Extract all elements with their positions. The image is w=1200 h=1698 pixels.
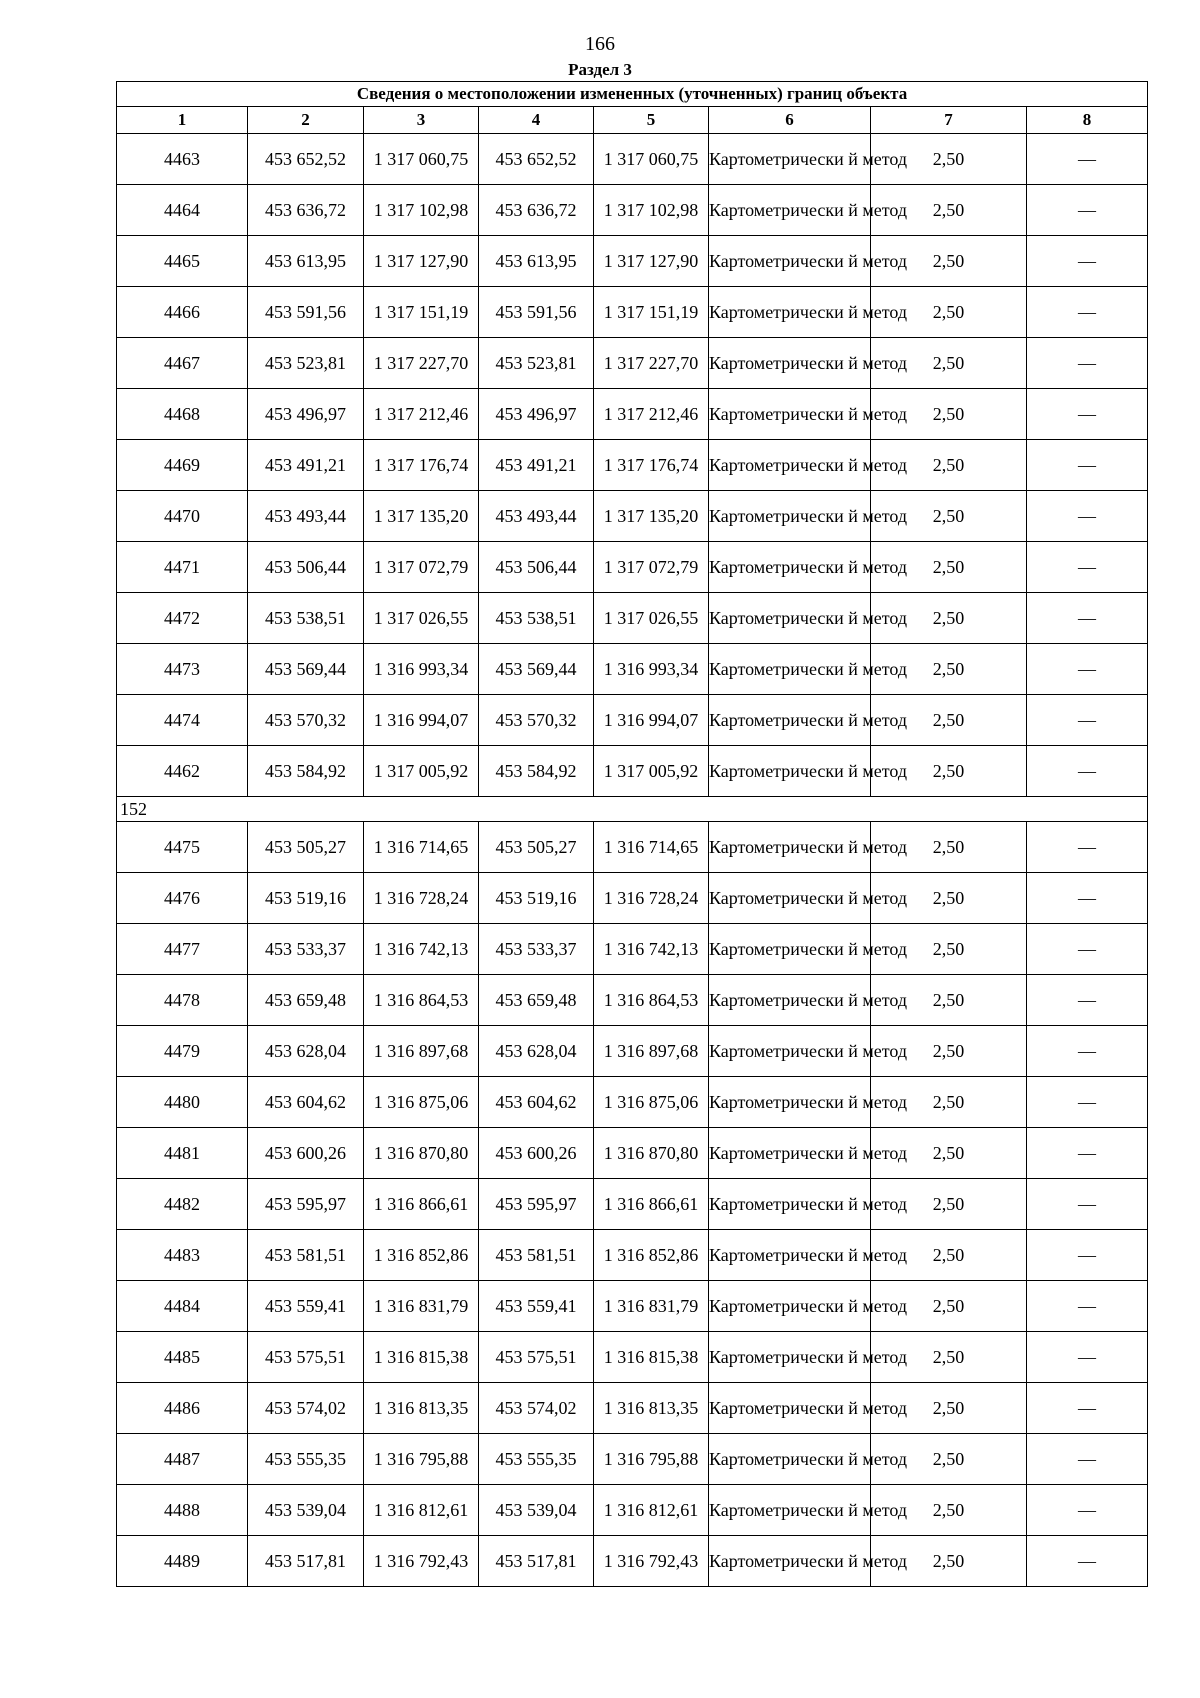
description-cell: — xyxy=(1027,1230,1148,1281)
accuracy-cell: 2,50 xyxy=(871,695,1027,746)
table-row xyxy=(117,542,1148,593)
table-row xyxy=(117,185,1148,236)
y-coord-cell: 1 316 852,86 xyxy=(364,1230,479,1281)
y-coord-cell: 1 317 135,20 xyxy=(364,491,479,542)
table-row xyxy=(117,644,1148,695)
y-coord-cell: 1 316 993,34 xyxy=(364,644,479,695)
y-coord-cell: 1 316 870,80 xyxy=(364,1128,479,1179)
x-coord-new-cell: 453 519,16 xyxy=(479,873,594,924)
y-coord-new-cell: 1 316 728,24 xyxy=(594,873,709,924)
table-row xyxy=(117,440,1148,491)
section-title: Раздел 3 xyxy=(568,60,632,79)
description-cell: — xyxy=(1027,1383,1148,1434)
x-coord-new-cell: 453 604,62 xyxy=(479,1077,594,1128)
description-cell: — xyxy=(1027,542,1148,593)
y-coord-cell: 1 317 151,19 xyxy=(364,287,479,338)
y-coord-new-cell: 1 316 852,86 xyxy=(594,1230,709,1281)
x-coord-new-cell: 453 555,35 xyxy=(479,1434,594,1485)
table-row xyxy=(117,822,1148,873)
accuracy-cell: 2,50 xyxy=(871,236,1027,287)
page-number: 166 xyxy=(585,33,615,55)
method-cell: Картометрически й метод xyxy=(709,440,871,491)
point-number-cell: 4472 xyxy=(117,593,248,644)
y-coord-new-cell: 1 316 812,61 xyxy=(594,1485,709,1536)
point-number-cell: 4467 xyxy=(117,338,248,389)
group-label: 152 xyxy=(117,797,1148,822)
table-row xyxy=(117,134,1148,185)
x-coord-new-cell: 453 539,04 xyxy=(479,1485,594,1536)
description-cell: — xyxy=(1027,185,1148,236)
description-cell: — xyxy=(1027,1077,1148,1128)
x-coord-new-cell: 453 570,32 xyxy=(479,695,594,746)
x-coord-new-cell: 453 595,97 xyxy=(479,1179,594,1230)
table-row xyxy=(117,1485,1148,1536)
accuracy-cell: 2,50 xyxy=(871,1536,1027,1587)
point-number-cell: 4475 xyxy=(117,822,248,873)
y-coord-new-cell: 1 317 151,19 xyxy=(594,287,709,338)
table-row xyxy=(117,1434,1148,1485)
x-coord-new-cell: 453 569,44 xyxy=(479,644,594,695)
x-coord-cell: 453 574,02 xyxy=(248,1383,364,1434)
column-number: 4 xyxy=(479,107,594,134)
x-coord-cell: 453 604,62 xyxy=(248,1077,364,1128)
x-coord-cell: 453 636,72 xyxy=(248,185,364,236)
y-coord-cell: 1 317 227,70 xyxy=(364,338,479,389)
description-cell: — xyxy=(1027,134,1148,185)
method-cell: Картометрически й метод xyxy=(709,1281,871,1332)
method-cell: Картометрически й метод xyxy=(709,975,871,1026)
y-coord-new-cell: 1 317 212,46 xyxy=(594,389,709,440)
table-row xyxy=(117,338,1148,389)
x-coord-new-cell: 453 559,41 xyxy=(479,1281,594,1332)
x-coord-new-cell: 453 628,04 xyxy=(479,1026,594,1077)
table-row xyxy=(117,593,1148,644)
method-cell: Картометрически й метод xyxy=(709,1434,871,1485)
y-coord-new-cell: 1 316 866,61 xyxy=(594,1179,709,1230)
accuracy-cell: 2,50 xyxy=(871,746,1027,797)
table-row xyxy=(117,236,1148,287)
x-coord-cell: 453 613,95 xyxy=(248,236,364,287)
column-number: 8 xyxy=(1027,107,1148,134)
y-coord-new-cell: 1 316 870,80 xyxy=(594,1128,709,1179)
y-coord-cell: 1 316 815,38 xyxy=(364,1332,479,1383)
y-coord-cell: 1 317 026,55 xyxy=(364,593,479,644)
x-coord-cell: 453 591,56 xyxy=(248,287,364,338)
y-coord-new-cell: 1 316 795,88 xyxy=(594,1434,709,1485)
y-coord-cell: 1 317 102,98 xyxy=(364,185,479,236)
y-coord-new-cell: 1 316 831,79 xyxy=(594,1281,709,1332)
description-cell: — xyxy=(1027,1485,1148,1536)
y-coord-new-cell: 1 316 897,68 xyxy=(594,1026,709,1077)
table-row xyxy=(117,1179,1148,1230)
x-coord-new-cell: 453 613,95 xyxy=(479,236,594,287)
x-coord-new-cell: 453 496,97 xyxy=(479,389,594,440)
point-number-cell: 4469 xyxy=(117,440,248,491)
x-coord-new-cell: 453 600,26 xyxy=(479,1128,594,1179)
y-coord-cell: 1 317 060,75 xyxy=(364,134,479,185)
x-coord-cell: 453 491,21 xyxy=(248,440,364,491)
y-coord-new-cell: 1 317 227,70 xyxy=(594,338,709,389)
y-coord-new-cell: 1 317 005,92 xyxy=(594,746,709,797)
point-number-cell: 4482 xyxy=(117,1179,248,1230)
point-number-cell: 4489 xyxy=(117,1536,248,1587)
method-cell: Картометрически й метод xyxy=(709,746,871,797)
method-cell: Картометрически й метод xyxy=(709,1179,871,1230)
x-coord-cell: 453 559,41 xyxy=(248,1281,364,1332)
x-coord-cell: 453 600,26 xyxy=(248,1128,364,1179)
x-coord-new-cell: 453 538,51 xyxy=(479,593,594,644)
table-row xyxy=(117,746,1148,797)
point-number-cell: 4476 xyxy=(117,873,248,924)
method-cell: Картометрически й метод xyxy=(709,1026,871,1077)
y-coord-cell: 1 316 831,79 xyxy=(364,1281,479,1332)
point-number-cell: 4474 xyxy=(117,695,248,746)
description-cell: — xyxy=(1027,1536,1148,1587)
y-coord-cell: 1 317 127,90 xyxy=(364,236,479,287)
x-coord-cell: 453 584,92 xyxy=(248,746,364,797)
accuracy-cell: 2,50 xyxy=(871,1485,1027,1536)
y-coord-new-cell: 1 316 815,38 xyxy=(594,1332,709,1383)
y-coord-new-cell: 1 316 994,07 xyxy=(594,695,709,746)
point-number-cell: 4484 xyxy=(117,1281,248,1332)
accuracy-cell: 2,50 xyxy=(871,1281,1027,1332)
description-cell: — xyxy=(1027,389,1148,440)
point-number-cell: 4485 xyxy=(117,1332,248,1383)
method-cell: Картометрически й метод xyxy=(709,338,871,389)
method-cell: Картометрически й метод xyxy=(709,134,871,185)
table-caption: Сведения о местоположении измененных (уточненных) границ объекта xyxy=(117,82,1148,107)
y-coord-cell: 1 317 176,74 xyxy=(364,440,479,491)
y-coord-cell: 1 316 742,13 xyxy=(364,924,479,975)
y-coord-new-cell: 1 317 102,98 xyxy=(594,185,709,236)
x-coord-cell: 453 659,48 xyxy=(248,975,364,1026)
accuracy-cell: 2,50 xyxy=(871,134,1027,185)
accuracy-cell: 2,50 xyxy=(871,644,1027,695)
x-coord-new-cell: 453 581,51 xyxy=(479,1230,594,1281)
description-cell: — xyxy=(1027,1026,1148,1077)
x-coord-cell: 453 595,97 xyxy=(248,1179,364,1230)
table-row xyxy=(117,1383,1148,1434)
y-coord-cell: 1 316 792,43 xyxy=(364,1536,479,1587)
x-coord-new-cell: 453 574,02 xyxy=(479,1383,594,1434)
description-cell: — xyxy=(1027,338,1148,389)
point-number-cell: 4480 xyxy=(117,1077,248,1128)
group-label-row xyxy=(117,797,1148,822)
table-row xyxy=(117,1536,1148,1587)
table-row xyxy=(117,924,1148,975)
description-cell: — xyxy=(1027,873,1148,924)
method-cell: Картометрически й метод xyxy=(709,1230,871,1281)
method-cell: Картометрически й метод xyxy=(709,1383,871,1434)
column-number: 1 xyxy=(117,107,248,134)
description-cell: — xyxy=(1027,440,1148,491)
description-cell: — xyxy=(1027,593,1148,644)
point-number-cell: 4488 xyxy=(117,1485,248,1536)
accuracy-cell: 2,50 xyxy=(871,1332,1027,1383)
x-coord-cell: 453 493,44 xyxy=(248,491,364,542)
description-cell: — xyxy=(1027,644,1148,695)
point-number-cell: 4487 xyxy=(117,1434,248,1485)
accuracy-cell: 2,50 xyxy=(871,1026,1027,1077)
x-coord-cell: 453 506,44 xyxy=(248,542,364,593)
y-coord-new-cell: 1 317 060,75 xyxy=(594,134,709,185)
method-cell: Картометрически й метод xyxy=(709,695,871,746)
x-coord-cell: 453 517,81 xyxy=(248,1536,364,1587)
description-cell: — xyxy=(1027,287,1148,338)
x-coord-new-cell: 453 493,44 xyxy=(479,491,594,542)
x-coord-new-cell: 453 659,48 xyxy=(479,975,594,1026)
x-coord-cell: 453 523,81 xyxy=(248,338,364,389)
point-number-cell: 4483 xyxy=(117,1230,248,1281)
table-row xyxy=(117,1128,1148,1179)
table-row xyxy=(117,1332,1148,1383)
y-coord-cell: 1 316 866,61 xyxy=(364,1179,479,1230)
table-row xyxy=(117,975,1148,1026)
table-row xyxy=(117,873,1148,924)
y-coord-new-cell: 1 316 875,06 xyxy=(594,1077,709,1128)
accuracy-cell: 2,50 xyxy=(871,822,1027,873)
method-cell: Картометрически й метод xyxy=(709,1332,871,1383)
x-coord-cell: 453 581,51 xyxy=(248,1230,364,1281)
x-coord-new-cell: 453 636,72 xyxy=(479,185,594,236)
column-number: 7 xyxy=(871,107,1027,134)
x-coord-new-cell: 453 584,92 xyxy=(479,746,594,797)
y-coord-cell: 1 316 994,07 xyxy=(364,695,479,746)
method-cell: Картометрически й метод xyxy=(709,491,871,542)
accuracy-cell: 2,50 xyxy=(871,1434,1027,1485)
description-cell: — xyxy=(1027,822,1148,873)
description-cell: — xyxy=(1027,1434,1148,1485)
y-coord-new-cell: 1 317 127,90 xyxy=(594,236,709,287)
accuracy-cell: 2,50 xyxy=(871,873,1027,924)
description-cell: — xyxy=(1027,1332,1148,1383)
accuracy-cell: 2,50 xyxy=(871,287,1027,338)
description-cell: — xyxy=(1027,975,1148,1026)
y-coord-new-cell: 1 316 993,34 xyxy=(594,644,709,695)
column-number-row xyxy=(117,107,1148,134)
y-coord-new-cell: 1 317 026,55 xyxy=(594,593,709,644)
column-number: 3 xyxy=(364,107,479,134)
method-cell: Картометрически й метод xyxy=(709,1536,871,1587)
y-coord-cell: 1 316 864,53 xyxy=(364,975,479,1026)
point-number-cell: 4465 xyxy=(117,236,248,287)
point-number-cell: 4466 xyxy=(117,287,248,338)
description-cell: — xyxy=(1027,1179,1148,1230)
table-row xyxy=(117,695,1148,746)
y-coord-cell: 1 317 005,92 xyxy=(364,746,479,797)
x-coord-new-cell: 453 591,56 xyxy=(479,287,594,338)
accuracy-cell: 2,50 xyxy=(871,542,1027,593)
accuracy-cell: 2,50 xyxy=(871,1179,1027,1230)
method-cell: Картометрически й метод xyxy=(709,1128,871,1179)
y-coord-new-cell: 1 316 864,53 xyxy=(594,975,709,1026)
y-coord-cell: 1 316 875,06 xyxy=(364,1077,479,1128)
method-cell: Картометрически й метод xyxy=(709,287,871,338)
point-number-cell: 4479 xyxy=(117,1026,248,1077)
point-number-cell: 4462 xyxy=(117,746,248,797)
method-cell: Картометрически й метод xyxy=(709,236,871,287)
y-coord-cell: 1 316 813,35 xyxy=(364,1383,479,1434)
method-cell: Картометрически й метод xyxy=(709,644,871,695)
point-number-cell: 4470 xyxy=(117,491,248,542)
y-coord-new-cell: 1 317 135,20 xyxy=(594,491,709,542)
accuracy-cell: 2,50 xyxy=(871,491,1027,542)
point-number-cell: 4481 xyxy=(117,1128,248,1179)
method-cell: Картометрически й метод xyxy=(709,389,871,440)
x-coord-cell: 453 505,27 xyxy=(248,822,364,873)
table-row xyxy=(117,1230,1148,1281)
accuracy-cell: 2,50 xyxy=(871,1383,1027,1434)
table-row xyxy=(117,389,1148,440)
y-coord-new-cell: 1 316 714,65 xyxy=(594,822,709,873)
x-coord-cell: 453 555,35 xyxy=(248,1434,364,1485)
x-coord-cell: 453 538,51 xyxy=(248,593,364,644)
method-cell: Картометрически й метод xyxy=(709,185,871,236)
accuracy-cell: 2,50 xyxy=(871,1077,1027,1128)
accuracy-cell: 2,50 xyxy=(871,975,1027,1026)
method-cell: Картометрически й метод xyxy=(709,593,871,644)
point-number-cell: 4463 xyxy=(117,134,248,185)
boundary-table xyxy=(116,81,1148,1587)
description-cell: — xyxy=(1027,746,1148,797)
x-coord-new-cell: 453 491,21 xyxy=(479,440,594,491)
x-coord-new-cell: 453 506,44 xyxy=(479,542,594,593)
method-cell: Картометрически й метод xyxy=(709,873,871,924)
accuracy-cell: 2,50 xyxy=(871,389,1027,440)
x-coord-new-cell: 453 533,37 xyxy=(479,924,594,975)
y-coord-new-cell: 1 317 176,74 xyxy=(594,440,709,491)
description-cell: — xyxy=(1027,1128,1148,1179)
x-coord-new-cell: 453 652,52 xyxy=(479,134,594,185)
method-cell: Картометрически й метод xyxy=(709,1485,871,1536)
point-number-cell: 4464 xyxy=(117,185,248,236)
method-cell: Картометрически й метод xyxy=(709,542,871,593)
point-number-cell: 4477 xyxy=(117,924,248,975)
column-number: 5 xyxy=(594,107,709,134)
accuracy-cell: 2,50 xyxy=(871,440,1027,491)
accuracy-cell: 2,50 xyxy=(871,185,1027,236)
y-coord-cell: 1 316 795,88 xyxy=(364,1434,479,1485)
x-coord-cell: 453 652,52 xyxy=(248,134,364,185)
x-coord-cell: 453 539,04 xyxy=(248,1485,364,1536)
method-cell: Картометрически й метод xyxy=(709,924,871,975)
method-cell: Картометрически й метод xyxy=(709,822,871,873)
column-number: 2 xyxy=(248,107,364,134)
x-coord-cell: 453 570,32 xyxy=(248,695,364,746)
table-row xyxy=(117,1281,1148,1332)
point-number-cell: 4478 xyxy=(117,975,248,1026)
accuracy-cell: 2,50 xyxy=(871,593,1027,644)
point-number-cell: 4473 xyxy=(117,644,248,695)
accuracy-cell: 2,50 xyxy=(871,1128,1027,1179)
table-caption-row xyxy=(117,82,1148,107)
description-cell: — xyxy=(1027,695,1148,746)
x-coord-new-cell: 453 505,27 xyxy=(479,822,594,873)
y-coord-new-cell: 1 316 792,43 xyxy=(594,1536,709,1587)
y-coord-cell: 1 317 072,79 xyxy=(364,542,479,593)
accuracy-cell: 2,50 xyxy=(871,338,1027,389)
x-coord-new-cell: 453 523,81 xyxy=(479,338,594,389)
x-coord-cell: 453 569,44 xyxy=(248,644,364,695)
table-row xyxy=(117,491,1148,542)
description-cell: — xyxy=(1027,1281,1148,1332)
y-coord-new-cell: 1 317 072,79 xyxy=(594,542,709,593)
x-coord-cell: 453 496,97 xyxy=(248,389,364,440)
x-coord-cell: 453 575,51 xyxy=(248,1332,364,1383)
description-cell: — xyxy=(1027,236,1148,287)
table-row xyxy=(117,1077,1148,1128)
x-coord-cell: 453 519,16 xyxy=(248,873,364,924)
y-coord-cell: 1 316 728,24 xyxy=(364,873,479,924)
table-row xyxy=(117,287,1148,338)
column-number: 6 xyxy=(709,107,871,134)
accuracy-cell: 2,50 xyxy=(871,924,1027,975)
y-coord-cell: 1 316 714,65 xyxy=(364,822,479,873)
x-coord-new-cell: 453 575,51 xyxy=(479,1332,594,1383)
y-coord-new-cell: 1 316 742,13 xyxy=(594,924,709,975)
table-row xyxy=(117,1026,1148,1077)
point-number-cell: 4486 xyxy=(117,1383,248,1434)
y-coord-cell: 1 317 212,46 xyxy=(364,389,479,440)
description-cell: — xyxy=(1027,491,1148,542)
method-cell: Картометрически й метод xyxy=(709,1077,871,1128)
y-coord-new-cell: 1 316 813,35 xyxy=(594,1383,709,1434)
point-number-cell: 4468 xyxy=(117,389,248,440)
x-coord-new-cell: 453 517,81 xyxy=(479,1536,594,1587)
y-coord-cell: 1 316 897,68 xyxy=(364,1026,479,1077)
x-coord-cell: 453 533,37 xyxy=(248,924,364,975)
y-coord-cell: 1 316 812,61 xyxy=(364,1485,479,1536)
x-coord-cell: 453 628,04 xyxy=(248,1026,364,1077)
accuracy-cell: 2,50 xyxy=(871,1230,1027,1281)
description-cell: — xyxy=(1027,924,1148,975)
point-number-cell: 4471 xyxy=(117,542,248,593)
